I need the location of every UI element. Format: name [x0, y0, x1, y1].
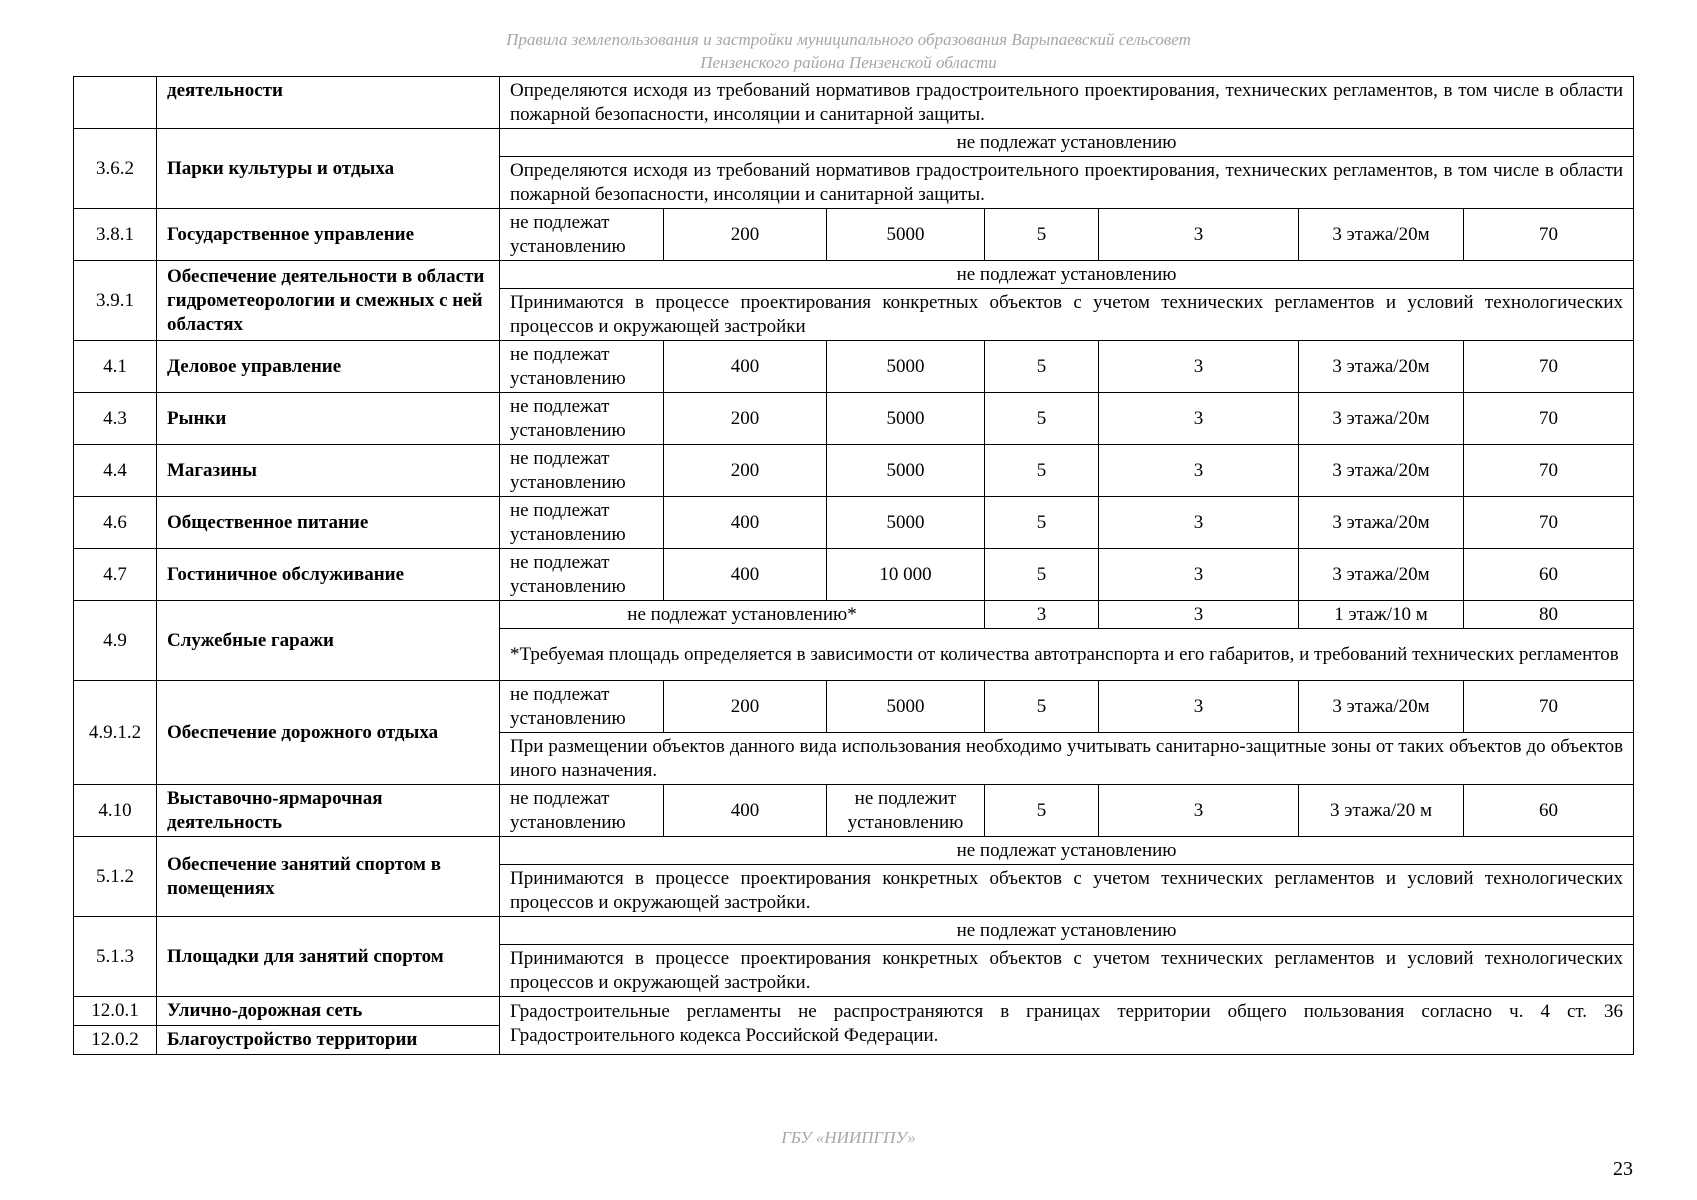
table-row [74, 77, 1634, 129]
value-cell: 60 [1464, 549, 1634, 601]
code-cell: 5.1.2 [74, 837, 157, 917]
table-row [74, 997, 1634, 1026]
value-cell: 70 [1464, 681, 1634, 733]
value-cell: 5000 [827, 497, 985, 549]
value-cell: 3 этажа/20м [1299, 209, 1464, 261]
code-cell: 4.7 [74, 549, 157, 601]
name-cell: Выставочно-ярмарочная деятельность [157, 785, 500, 837]
value-cell: 3 [1099, 445, 1299, 497]
name-cell: Площадки для занятий спортом [157, 917, 500, 997]
table-row [74, 497, 1634, 549]
page-header [0, 28, 1697, 74]
code-cell: 3.8.1 [74, 209, 157, 261]
value-cell: не подлежат установлению [500, 681, 664, 733]
note-cell: Градостроительные регламенты не распространяются в границах территории общего пользования согласно ч. 4 ст. 36 Градостроительного кодекса Российской Федерации. [500, 997, 1634, 1055]
footer-org: ГБУ «НИИПГПУ» [781, 1128, 916, 1147]
value-cell: не подлежат установлению [500, 497, 664, 549]
value-cell: 200 [664, 681, 827, 733]
name-cell: Деловое управление [157, 341, 500, 393]
note-cell: *Требуемая площадь определяется в зависимости от количества автотранспорта и его габаритов, и требований технических регламентов [500, 629, 1634, 681]
value-cell: 400 [664, 341, 827, 393]
note-cell: Принимаются в процессе проектирования конкретных объектов с учетом технических регламентов и условий технологических процессов и окружающей застройки. [500, 945, 1634, 997]
value-cell: 3 [985, 601, 1099, 629]
value-cell: 3 [1099, 785, 1299, 837]
name-cell: Рынки [157, 393, 500, 445]
code-cell: 3.9.1 [74, 261, 157, 341]
table-row [74, 129, 1634, 157]
note-cell: Определяются исходя из требований нормативов градостроительного проектирования, технических регламентов, в том числе в области пожарной безопасности, инсоляции и санитарной защиты. [500, 77, 1634, 129]
value-cell: 5 [985, 681, 1099, 733]
code-cell: 5.1.3 [74, 917, 157, 997]
value-cell: 5 [985, 497, 1099, 549]
value-cell: 3 [1099, 497, 1299, 549]
value-cell: не подлежат установлению [500, 785, 664, 837]
value-cell: 5 [985, 549, 1099, 601]
name-cell: деятельности [157, 77, 500, 129]
span-cell: не подлежат установлению [500, 917, 1634, 945]
value-cell: не подлежит установлению [827, 785, 985, 837]
header-line-1: Правила землепользования и застройки муниципального образования Варыпаевский сельсовет [506, 30, 1191, 49]
note-cell: Принимаются в процессе проектирования конкретных объектов с учетом технических регламентов и условий технологических процессов и окружающей застройки [500, 289, 1634, 341]
name-cell: Парки культуры и отдыха [157, 129, 500, 209]
value-cell: 200 [664, 209, 827, 261]
value-cell: 5 [985, 393, 1099, 445]
value-cell: 3 этажа/20м [1299, 549, 1464, 601]
value-cell: 5 [985, 341, 1099, 393]
page-number: 23 [1613, 1158, 1633, 1180]
value-cell: 3 этажа/20м [1299, 497, 1464, 549]
note-cell: Принимаются в процессе проектирования конкретных объектов с учетом технических регламентов и условий технологических процессов и окружающей застройки. [500, 865, 1634, 917]
name-cell: Гостиничное обслуживание [157, 549, 500, 601]
value-cell: 3 этажа/20м [1299, 681, 1464, 733]
table-row [74, 261, 1634, 289]
value-cell: не подлежат установлению [500, 209, 664, 261]
table-row [74, 917, 1634, 945]
table-row [74, 837, 1634, 865]
value-cell: 5000 [827, 393, 985, 445]
code-cell: 4.6 [74, 497, 157, 549]
value-cell: 3 [1099, 209, 1299, 261]
value-cell: 3 [1099, 549, 1299, 601]
table-row [74, 681, 1634, 733]
code-cell [74, 77, 157, 129]
value-cell: 5 [985, 785, 1099, 837]
value-cell: 3 этажа/20м [1299, 445, 1464, 497]
value-cell: не подлежат установлению [500, 445, 664, 497]
note-cell: При размещении объектов данного вида использования необходимо учитывать санитарно-защитные зоны от таких объектов до объектов иного назначения. [500, 733, 1634, 785]
table-row [74, 785, 1634, 837]
value-cell: 400 [664, 497, 827, 549]
table-row [74, 549, 1634, 601]
value-cell: 70 [1464, 393, 1634, 445]
value-cell: 5000 [827, 445, 985, 497]
code-cell: 4.10 [74, 785, 157, 837]
code-cell: 4.1 [74, 341, 157, 393]
value-cell: 5000 [827, 341, 985, 393]
span-cell: не подлежат установлению* [500, 601, 985, 629]
value-cell: 5 [985, 445, 1099, 497]
note-cell: Определяются исходя из требований нормативов градостроительного проектирования, технических регламентов, в том числе в области пожарной безопасности, инсоляции и санитарной защиты. [500, 157, 1634, 209]
code-cell: 12.0.1 [74, 997, 157, 1026]
value-cell: 70 [1464, 209, 1634, 261]
value-cell: 3 [1099, 393, 1299, 445]
value-cell: 3 этажа/20м [1299, 341, 1464, 393]
value-cell: не подлежат установлению [500, 393, 664, 445]
value-cell: 60 [1464, 785, 1634, 837]
name-cell: Магазины [157, 445, 500, 497]
value-cell: не подлежат установлению [500, 549, 664, 601]
value-cell: 70 [1464, 445, 1634, 497]
value-cell: 200 [664, 445, 827, 497]
span-cell: не подлежат установлению [500, 261, 1634, 289]
header-line-2: Пензенского района Пензенской области [700, 53, 997, 72]
code-cell: 4.9.1.2 [74, 681, 157, 785]
value-cell: 3 [1099, 601, 1299, 629]
value-cell: 3 [1099, 341, 1299, 393]
code-cell: 12.0.2 [74, 1026, 157, 1055]
value-cell: 400 [664, 785, 827, 837]
table-row [74, 601, 1634, 629]
value-cell: 70 [1464, 341, 1634, 393]
value-cell: 3 этажа/20м [1299, 393, 1464, 445]
code-cell: 3.6.2 [74, 129, 157, 209]
name-cell: Государственное управление [157, 209, 500, 261]
table-row [74, 341, 1634, 393]
table-row [74, 445, 1634, 497]
value-cell: 10 000 [827, 549, 985, 601]
value-cell: 70 [1464, 497, 1634, 549]
name-cell: Обеспечение деятельности в области гидрометеорологии и смежных с ней областях [157, 261, 500, 341]
table-row [74, 393, 1634, 445]
name-cell: Общественное питание [157, 497, 500, 549]
span-cell: не подлежат установлению [500, 837, 1634, 865]
code-cell: 4.3 [74, 393, 157, 445]
name-cell: Благоустройство территории [157, 1026, 500, 1055]
value-cell: 5000 [827, 681, 985, 733]
name-cell: Обеспечение занятий спортом в помещениях [157, 837, 500, 917]
value-cell: не подлежат установлению [500, 341, 664, 393]
code-cell: 4.9 [74, 601, 157, 681]
value-cell: 80 [1464, 601, 1634, 629]
name-cell: Улично-дорожная сеть [157, 997, 500, 1026]
code-cell: 4.4 [74, 445, 157, 497]
name-cell: Обеспечение дорожного отдыха [157, 681, 500, 785]
value-cell: 5000 [827, 209, 985, 261]
value-cell: 5 [985, 209, 1099, 261]
table-row [74, 209, 1634, 261]
value-cell: 400 [664, 549, 827, 601]
name-cell: Служебные гаражи [157, 601, 500, 681]
span-cell: не подлежат установлению [500, 129, 1634, 157]
value-cell: 3 [1099, 681, 1299, 733]
regulations-table [73, 76, 1634, 1055]
value-cell: 1 этаж/10 м [1299, 601, 1464, 629]
value-cell: 3 этажа/20 м [1299, 785, 1464, 837]
value-cell: 200 [664, 393, 827, 445]
